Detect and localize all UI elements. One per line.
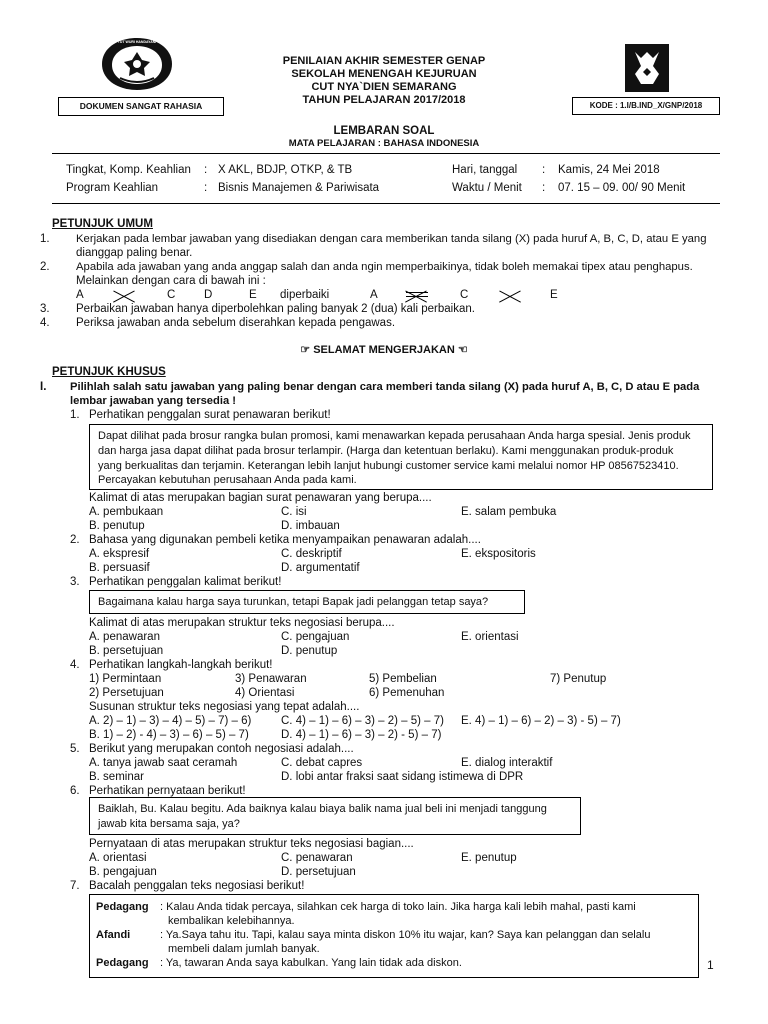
q7-line: membeli dalam jumlah banyak.: [168, 943, 320, 955]
q1-option-b[interactable]: B. penutup: [89, 520, 145, 532]
q2-option-d[interactable]: D. argumentatif: [281, 562, 360, 574]
info-divider: [52, 203, 720, 204]
q1-option-d[interactable]: D. imbauan: [281, 520, 340, 532]
q1-passage-line: dan harga jasa dapat dilihat pada brosur terlampir. (Harga dan ketentuan berlaku). Kami menggunakan produk-produk: [98, 445, 674, 457]
instruction-1-cont: dianggap paling benar.: [76, 247, 193, 259]
q4-step: 3) Penawaran: [235, 673, 307, 685]
general-instructions-title: PETUNJUK UMUM: [52, 218, 153, 230]
q7-number: 7.: [70, 880, 80, 892]
q4-number: 4.: [70, 659, 80, 671]
instruction-2: Apabila ada jawaban yang anda anggap salah dan anda ngin memperbaikinya, tidak boleh memakai tipex atau penghapus.: [76, 261, 693, 273]
q7-speaker: Pedagang: [96, 901, 149, 913]
q3-text: Perhatikan penggalan kalimat berikut!: [89, 576, 282, 588]
example2-option-c: C: [460, 289, 469, 301]
q4-step: 4) Orientasi: [235, 687, 295, 699]
q4-option-d[interactable]: D. 4) – 1) – 6) – 3) – 2) - 5) – 7): [281, 729, 442, 741]
crossed-d-icon: [498, 288, 520, 306]
exam-title-4: TAHUN PELAJARAN 2017/2018: [302, 94, 466, 106]
q6-option-d[interactable]: D. persetujuan: [281, 866, 356, 878]
info-time-value: 07. 15 – 09. 00/ 90 Menit: [558, 182, 686, 194]
q6-quote-box: [89, 797, 581, 835]
page-number: 1: [707, 958, 714, 972]
school-logo: [625, 44, 669, 92]
greeting-text: SELAMAT MENGERJAKAN: [313, 344, 455, 356]
q2-option-b[interactable]: B. persuasif: [89, 562, 150, 574]
code-label: KODE : 1.I/B.IND_X/GNP/2018: [589, 101, 703, 110]
q1-passage-line: Percayakan kebutuhan perusahaan Anda pada kami.: [98, 474, 357, 486]
info-level-label: Tingkat, Komp. Keahlian: [66, 164, 191, 176]
exam-title-3: CUT NYA`DIEN SEMARANG: [311, 81, 457, 93]
instruction-2-cont: Melainkan dengan cara di bawah ini :: [76, 275, 266, 287]
q2-option-a[interactable]: A. ekspresif: [89, 548, 150, 560]
example-option-d: D: [204, 289, 213, 301]
q5-option-b[interactable]: B. seminar: [89, 771, 144, 783]
q7-speaker: Pedagang: [96, 957, 149, 969]
q6-quote-line: jawab kita bersama saja, ya?: [98, 818, 240, 830]
example-option-e: E: [249, 289, 257, 301]
header-divider: [52, 153, 720, 154]
q4-option-e[interactable]: E. 4) – 1) – 6) – 2) – 3) - 5) – 7): [461, 715, 621, 727]
instruction-number: 3.: [40, 303, 50, 315]
q6-quote-line: Baiklah, Bu. Kalau begitu. Ada baiknya kalau biaya balik nama jual beli ini menjadi tanggung: [98, 803, 547, 815]
q4-step: 5) Pembelian: [369, 673, 437, 685]
section-instruction: Pilihlah salah satu jawaban yang paling benar dengan cara memberi tanda silang (X) pada huruf A, B, C, D atau E pada: [70, 381, 700, 393]
hand-left-icon: ☞: [300, 344, 311, 356]
example-fixed-label: diperbaiki: [280, 289, 330, 301]
q5-option-d[interactable]: D. lobi antar fraksi saat sidang istimewa di DPR: [281, 771, 524, 783]
logo-text: TUT WURI HANDAYANI: [117, 40, 157, 44]
q7-line: : Ya.Saya tahu itu. Tapi, kalau saya minta diskon 10% itu wajar, kan? Saya kan pelanggan dan selalu: [160, 929, 651, 941]
q3-option-c[interactable]: C. pengajuan: [281, 631, 350, 643]
q5-text: Berikut yang merupakan contoh negosiasi adalah....: [89, 743, 354, 755]
q3-option-a[interactable]: A. penawaran: [89, 631, 160, 643]
instruction-3: Perbaikan jawaban hanya diperbolehkan paling banyak 2 (dua) kali perbaikan.: [76, 303, 475, 315]
info-program-value: Bisnis Manajemen & Pariwisata: [218, 182, 380, 194]
q6-stem: Pernyataan di atas merupakan struktur teks negosiasi bagian....: [89, 838, 414, 850]
q5-option-c[interactable]: C. debat capres: [281, 757, 363, 769]
q2-option-e[interactable]: E. ekspositoris: [461, 548, 536, 560]
secret-label: DOKUMEN SANGAT RAHASIA: [79, 101, 203, 111]
subject-title: MATA PELAJARAN : BAHASA INDONESIA: [288, 138, 480, 149]
info-date-label: Hari, tanggal: [452, 164, 518, 176]
info-sep: :: [204, 182, 208, 194]
q7-line: : Ya, tawaran Anda saya kabulkan. Yang lain tidak ada diskon.: [160, 957, 462, 969]
q4-text: Perhatikan langkah-langkah berikut!: [89, 659, 273, 671]
exam-title-1: PENILAIAN AKHIR SEMESTER GENAP: [282, 55, 486, 67]
instruction-number: 4.: [40, 317, 50, 329]
exam-title-2: SEKOLAH MENENGAH KEJURUAN: [291, 68, 477, 80]
q6-text: Perhatikan pernyataan berikut!: [89, 785, 246, 797]
q7-text: Bacalah penggalan teks negosiasi berikut!: [89, 880, 305, 892]
q1-passage-box: [89, 424, 713, 490]
sheet-title: LEMBARAN SOAL: [333, 125, 435, 137]
code-box: [572, 97, 720, 115]
q1-option-e[interactable]: E. salam pembuka: [461, 506, 557, 518]
q6-option-e[interactable]: E. penutup: [461, 852, 517, 864]
greeting-line: [0, 343, 768, 356]
example2-option-a: A: [370, 289, 378, 301]
q3-quote: Bagaimana kalau harga saya turunkan, tetapi Bapak jadi pelanggan tetap saya?: [98, 596, 489, 608]
hand-right-icon: ☜: [457, 344, 468, 356]
q3-option-d[interactable]: D. penutup: [281, 645, 338, 657]
q1-option-a[interactable]: A. pembukaan: [89, 506, 164, 518]
q3-option-e[interactable]: E. orientasi: [461, 631, 519, 643]
info-sep: :: [542, 164, 546, 176]
info-program-label: Program Keahlian: [66, 182, 159, 194]
q4-option-c[interactable]: C. 4) – 1) – 6) – 3) – 2) – 5) – 7): [281, 715, 444, 727]
q5-option-e[interactable]: E. dialog interaktif: [461, 757, 553, 769]
q1-stem: Kalimat di atas merupakan bagian surat penawaran yang berupa....: [89, 492, 432, 504]
info-sep: :: [542, 182, 546, 194]
q3-option-b[interactable]: B. persetujuan: [89, 645, 164, 657]
example-option-c: C: [167, 289, 176, 301]
q4-stem: Susunan struktur teks negosiasi yang tepat adalah....: [89, 701, 360, 713]
q3-number: 3.: [70, 576, 80, 588]
instruction-4: Periksa jawaban anda sebelum diserahkan kepada pengawas.: [76, 317, 396, 329]
instruction-1: Kerjakan pada lembar jawaban yang disediakan dengan cara memberikan tanda silang (X) pada huruf A, B, C, D, atau E yang: [76, 233, 707, 245]
q4-step: 7) Penutup: [550, 673, 607, 685]
q1-option-c[interactable]: C. isi: [281, 506, 307, 518]
section-instruction-cont: lembar jawaban yang tersedia !: [70, 395, 237, 407]
q5-number: 5.: [70, 743, 80, 755]
specific-instructions-title: PETUNJUK KHUSUS: [52, 366, 166, 378]
instruction-number: 2.: [40, 261, 50, 273]
q2-number: 2.: [70, 534, 80, 546]
example2-option-e: E: [550, 289, 558, 301]
q6-number: 6.: [70, 785, 80, 797]
q5-option-a[interactable]: A. tanya jawab saat ceramah: [89, 757, 238, 769]
q7-line: : Kalau Anda tidak percaya, silahkan cek harga di toko lain. Jika harga kali lebih mahal, pasti kami: [160, 901, 636, 913]
q4-step: 1) Permintaan: [89, 673, 162, 685]
q2-option-c[interactable]: C. deskriptif: [281, 548, 342, 560]
q6-option-a[interactable]: A. orientasi: [89, 852, 147, 864]
section-roman: I.: [40, 381, 47, 393]
q6-option-c[interactable]: C. penawaran: [281, 852, 353, 864]
info-sep: :: [204, 164, 208, 176]
q2-text: Bahasa yang digunakan pembeli ketika menyampaikan penawaran adalah....: [89, 534, 481, 546]
q7-line: kembalikan kelebihannya.: [168, 915, 295, 927]
example-option-a: A: [76, 289, 84, 301]
q4-option-b[interactable]: B. 1) – 2) - 4) – 3) – 6) – 5) – 7): [89, 729, 249, 741]
info-date-value: Kamis, 24 Mei 2018: [558, 164, 660, 176]
q7-speaker: Afandi: [96, 929, 131, 941]
q1-passage-line: Dapat dilihat pada brosur rangka bulan promosi, kami menawarkan kepada perusahaan Anda harga spesial. Jenis produk: [98, 430, 691, 442]
q6-option-b[interactable]: B. pengajuan: [89, 866, 157, 878]
q7-dialog-box: [89, 894, 699, 978]
q1-number: 1.: [70, 409, 80, 421]
q3-stem: Kalimat di atas merupakan struktur teks negosiasi berupa....: [89, 617, 395, 629]
instruction-number: 1.: [40, 233, 50, 245]
q3-quote-box: [89, 590, 525, 614]
q1-passage-line: yang berkualitas dan terjamin. Keterangan lebih lanjut hubungi customer service kami melalui nomor HP 08567523410.: [98, 460, 679, 472]
info-level-value: X AKL, BDJP, OTKP, & TB: [218, 164, 353, 176]
q1-text: Perhatikan penggalan surat penawaran berikut!: [89, 409, 331, 421]
q4-step: 6) Pemenuhan: [369, 687, 445, 699]
q4-option-a[interactable]: A. 2) – 1) – 3) – 4) – 5) – 7) – 6): [89, 715, 252, 727]
info-time-label: Waktu / Menit: [452, 182, 522, 194]
q4-step: 2) Persetujuan: [89, 687, 164, 699]
